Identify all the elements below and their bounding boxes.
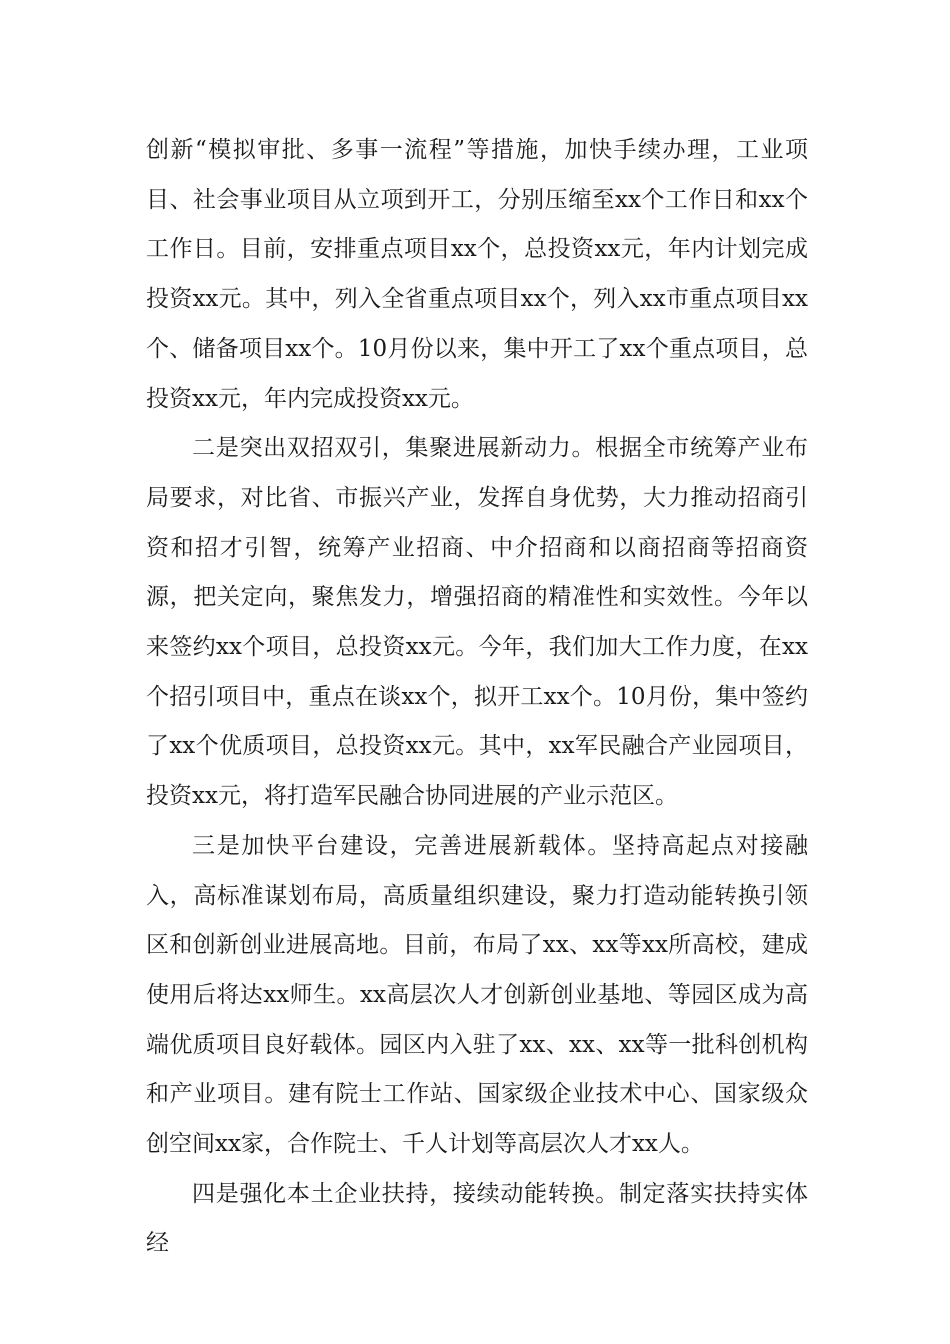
document-body: [146, 126, 808, 1269]
paragraph-platform-construction: 三是加快平台建设，完善进展新载体。坚持高起点对接融入，高标准谋划布局，高质量组织建设，聚力打造动能转换引领区和创新创业进展高地。目前，布局了xx、xx等xx所高校，建成使用后将达xx师生。xx高层次人才创新创业基地、等园区成为高端优质项目良好载体。园区内入驻了xx、xx、xx等一批科创机构和产业项目。建有院士工作站、国家级企业技术中心、国家级众创空间xx家，合作院士、千人计划等高层次人才xx人。: [146, 832, 808, 1158]
paragraph-investment-attraction: 二是突出双招双引，集聚进展新动力。根据全市统筹产业布局要求，对比省、市振兴产业，发挥自身优势，大力推动招商引资和招才引智，统筹产业招商、中介招商和以商招商等招商资源，把关定向，聚焦发力，增强招商的精准性和实效性。今年以来签约xx个项目，总投资xx元。今年，我们加大工作力度，在xx个招引项目中，重点在谈xx个，拟开工xx个。10月份，集中签约了xx个优质项目，总投资xx元。其中，xx军民融合产业园项目，投资xx元，将打造军民融合协同进展的产业示范区。: [146, 435, 808, 810]
paragraph-local-enterprise-support: 四是强化本土企业扶持，接续动能转换。制定落实扶持实体经: [146, 1180, 808, 1257]
paragraph-continuation: 创新“模拟审批、多事一流程”等措施，加快手续办理，工业项目、社会事业项目从立项到开工，分别压缩至xx个工作日和xx个工作日。目前，安排重点项目xx个，总投资xx元，年内计划完成投资xx元。其中，列入全省重点项目xx个，列入xx市重点项目xx个、储备项目xx个。10月份以来，集中开工了xx个重点项目，总投资xx元，年内完成投资xx元。: [146, 137, 808, 412]
